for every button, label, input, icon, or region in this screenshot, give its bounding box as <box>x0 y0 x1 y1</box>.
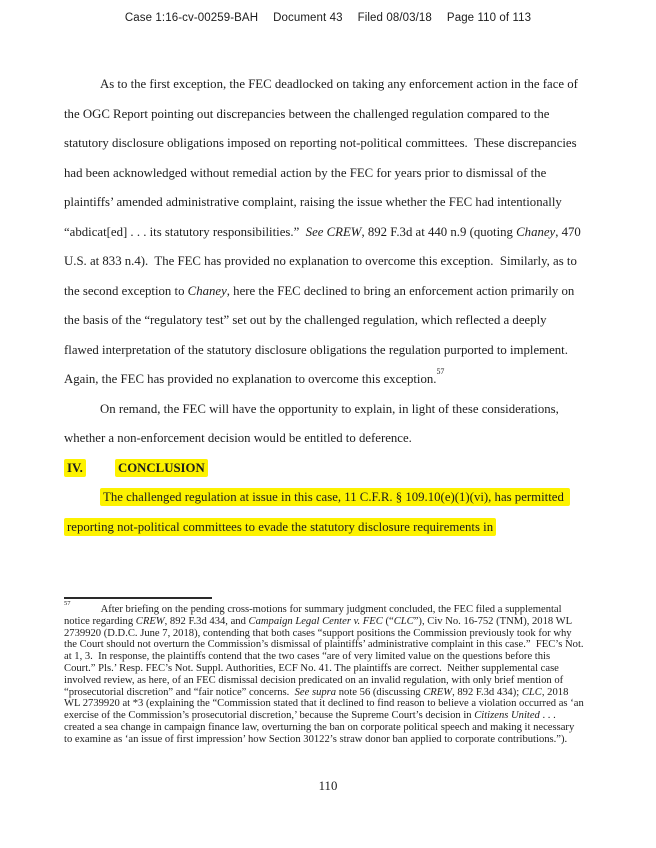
page-of-count: Page 110 of 113 <box>446 12 532 24</box>
opinion-body <box>64 70 585 542</box>
heading-number: IV. <box>64 459 86 477</box>
case-number: Case 1:16-cv-00259-BAH <box>124 12 259 24</box>
document-number: Document 43 <box>273 12 343 24</box>
page-number: 110 <box>318 779 338 793</box>
footnote-57 <box>64 597 587 746</box>
filed-date: Filed 08/03/18 <box>357 12 432 24</box>
footnote-separator <box>64 597 212 599</box>
section-heading-conclusion <box>64 454 582 484</box>
body-paragraph-remand: On remand, the FEC will have the opportunity to explain, in light of these considerations, whether a non-enforcement decision would be entitled to deference. <box>64 401 563 445</box>
heading-title: CONCLUSION <box>115 459 208 477</box>
highlighted-paragraph-challenged-regulation: The challenged regulation at issue in this case, 11 C.F.R. § 109.10(e)(1)(vi), has permitted reporting not-political committees to evade the statutory disclosure requirements in <box>64 483 582 542</box>
body-paragraph-first-exception: As to the first exception, the FEC deadlocked on taking any enforcement action in the face of the OGC Report pointing out discrepancies between the challenged regulation compared to the statutory disclosure obligations imposed on reporting not-political committees. These discrepancies had been acknowledged without remedial action by the FEC for years prior to dismissal of the plaintiffs’ amended administrative complaint, raising the issue whether the FEC had intentionally “abdicat[ed] . . . its statutory responsibilities.” See CREW, 892 F.3d at 440 n.9 (quoting Chaney, 470 U.S. at 833 n.4). The FEC has provided no explanation to overcome this exception. Similarly, as to the second exception to Chaney, here the FEC declined to bring an enforcement action primarily on the basis of the “regulatory test” set out by the challenged regulation, which reflected a deeply flawed interpretation of the statutory disclosure obligations the regulation purported to implement. Again, the FEC has provided no explanation to overcome this exception.$^{57}$ <box>64 77 585 386</box>
footnote-text: $^{57}$After briefing on the pending cross-motions for summary judgment concluded, the FEC filed a supplemental notice regarding CREW, 892 F.3d 434, and Campaign Legal Center v. FEC (“CLC”), Civ No. 16-752 (TNM), 2018 WL 2739920 (D.D.C. June 7, 2018), contending that both cases “support positions the Commission previously took for why the Court should not overturn the Commission’s dismissal of plaintiffs’ administrative complaint in this case.” FEC’s Not. at 1, 3. In response, the plaintiffs contend that the two cases “are of very limited value on the questions before this Court.” Pls.’ Resp. FEC’s Not. Suppl. Authorities, ECF No. 41. The plaintiffs are correct. Neither supplemental case involved review, as here, of an FEC dismissal decision predicated on an invalid regulation, with only brief mention of “prosecutorial discretion” and “fair notice” concerns. See supra note 56 (discussing CREW, 892 F.3d 434); CLC, 2018 WL 2739920 at *3 (explaining the “Commission stated that it declined to find reason to believe a violation occurred as ‘an exercise of the Commission’s prosecutorial discretion,’ because the Supreme Court’s decision in Citizens United . . . created a sea change in campaign finance law, overturning the ban on corporate political speech and making it necessary to examine as ‘an issue of first impression’ how Section 30122’s straw donor ban applied to corporate contributions.”). <box>64 599 587 745</box>
pdf-stamp-header <box>0 12 656 24</box>
